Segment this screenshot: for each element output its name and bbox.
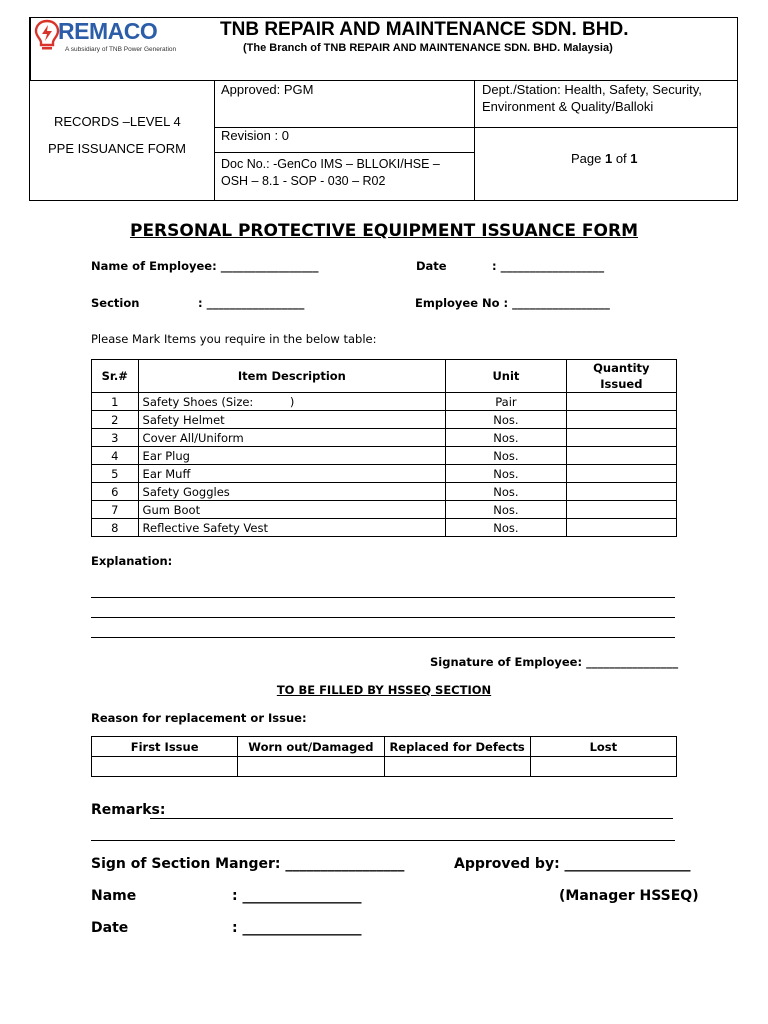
section-manager-sign-field[interactable]: Sign of Section Manger: _________________ [91, 856, 405, 872]
doc-no-line-2: OSH – 8.1 - SOP - 030 – R02 [221, 174, 386, 188]
sr-cell: 5 [92, 465, 139, 483]
description-cell: Cover All/Uniform [138, 429, 446, 447]
header-divider [214, 80, 215, 201]
logo-tagline: A subsidiary of TNB Power Generation [65, 46, 177, 53]
header-divider [30, 17, 31, 81]
unit-cell: Nos. [446, 465, 566, 483]
sr-cell: 7 [92, 501, 139, 519]
reason-header: Lost [530, 737, 676, 757]
date-label: Date [416, 259, 447, 273]
reason-label: Reason for replacement or Issue: [91, 711, 307, 725]
name-label: Name [91, 888, 137, 904]
table-header-row [92, 360, 677, 393]
ppe-items-table [91, 359, 677, 537]
unit-cell: Nos. [446, 483, 566, 501]
sr-cell: 6 [92, 483, 139, 501]
doc-no-line-1: Doc No.: -GenCo IMS – BLLOKI/HSE – [221, 157, 440, 171]
form-name: PPE ISSUANCE FORM [48, 141, 186, 156]
sr-cell: 8 [92, 519, 139, 537]
reason-header: Worn out/Damaged [238, 737, 384, 757]
description-cell: Ear Muff [138, 465, 446, 483]
quantity-cell[interactable] [566, 447, 676, 465]
remarks-label: Remarks: [91, 802, 166, 818]
instruction-text: Please Mark Items you require in the below table: [91, 332, 377, 346]
explanation-line[interactable] [91, 617, 675, 618]
description-cell: Safety Helmet [138, 411, 446, 429]
explanation-label: Explanation: [91, 554, 173, 568]
page-number: Page 1 of 1 [571, 151, 638, 166]
description-cell: Safety Goggles [138, 483, 446, 501]
description-cell: Gum Boot [138, 501, 446, 519]
header-divider [214, 152, 474, 153]
column-header: Item Description [138, 360, 446, 393]
employee-signature-field[interactable]: Signature of Employee: ________________ [430, 655, 679, 669]
reason-cell-lost[interactable] [530, 757, 676, 777]
records-level: RECORDS –LEVEL 4 [54, 114, 181, 129]
column-header: Unit [446, 360, 566, 393]
table-row [92, 757, 677, 777]
sr-cell: 2 [92, 411, 139, 429]
description-cell: Reflective Safety Vest [138, 519, 446, 537]
revision: Revision : 0 [221, 128, 289, 143]
table-row [92, 483, 677, 501]
logo-wordmark: REMACO [58, 18, 158, 44]
table-row [92, 393, 677, 411]
quantity-cell[interactable] [566, 393, 676, 411]
explanation-line[interactable] [91, 597, 675, 598]
company-name: TNB REPAIR AND MAINTENANCE SDN. BHD. [220, 19, 629, 40]
unit-cell: Nos. [446, 429, 566, 447]
section-label: Section [91, 296, 140, 310]
dept-line-2: Environment & Quality/Balloki [482, 99, 654, 114]
employee-name-field[interactable]: Name of Employee: _________________ [91, 259, 319, 273]
date-field[interactable]: : __________________ [492, 259, 605, 273]
table-row [92, 519, 677, 537]
unit-cell: Nos. [446, 501, 566, 519]
quantity-cell[interactable] [566, 483, 676, 501]
explanation-line[interactable] [91, 637, 675, 638]
description-cell: Safety Shoes (Size: ) [138, 393, 446, 411]
unit-cell: Pair [446, 393, 566, 411]
header-divider [474, 80, 475, 201]
quantity-cell[interactable] [566, 411, 676, 429]
reason-cell-first-issue[interactable] [92, 757, 238, 777]
table-header-row [92, 737, 677, 757]
column-header: Sr.# [92, 360, 139, 393]
dept-line-1: Dept./Station: Health, Safety, Security, [482, 82, 702, 97]
section-field[interactable]: : _________________ [198, 296, 305, 310]
hsseq-heading: TO BE FILLED BY HSSEQ SECTION [276, 683, 492, 697]
remarks-line[interactable] [91, 840, 675, 841]
reason-cell-worn-out[interactable] [238, 757, 384, 777]
reason-header: Replaced for Defects [384, 737, 530, 757]
date-label-bottom: Date [91, 920, 129, 936]
reason-table [91, 736, 677, 777]
quantity-cell[interactable] [566, 501, 676, 519]
form-title: PERSONAL PROTECTIVE EQUIPMENT ISSUANCE FORM [129, 221, 638, 241]
table-row [92, 501, 677, 519]
sr-cell: 1 [92, 393, 139, 411]
description-cell: Ear Plug [138, 447, 446, 465]
remarks-line[interactable] [150, 818, 673, 819]
sr-cell: 4 [92, 447, 139, 465]
column-header: Quantity Issued [566, 360, 676, 393]
table-row [92, 429, 677, 447]
unit-cell: Nos. [446, 447, 566, 465]
unit-cell: Nos. [446, 519, 566, 537]
sr-cell: 3 [92, 429, 139, 447]
reason-cell-replaced[interactable] [384, 757, 530, 777]
employee-no-field[interactable]: Employee No : _________________ [415, 296, 610, 310]
company-branch: (The Branch of TNB REPAIR AND MAINTENANCE SDN. BHD. Malaysia) [243, 42, 613, 54]
header-divider [214, 127, 738, 128]
quantity-cell[interactable] [566, 429, 676, 447]
name-field[interactable]: : _________________ [232, 888, 362, 904]
reason-header: First Issue [92, 737, 238, 757]
quantity-cell[interactable] [566, 519, 676, 537]
table-row [92, 465, 677, 483]
header-divider [29, 80, 738, 81]
unit-cell: Nos. [446, 411, 566, 429]
table-row [92, 411, 677, 429]
company-logo [34, 19, 184, 59]
table-row [92, 447, 677, 465]
approved-by-field[interactable]: Approved by: __________________ [454, 856, 691, 872]
date-field-bottom[interactable]: : _________________ [232, 920, 362, 936]
manager-hsseq-label: (Manager HSSEQ) [559, 888, 699, 904]
quantity-cell[interactable] [566, 465, 676, 483]
approved-by-header: Approved: PGM [221, 82, 314, 97]
lightbulb-bolt-icon [34, 19, 60, 53]
